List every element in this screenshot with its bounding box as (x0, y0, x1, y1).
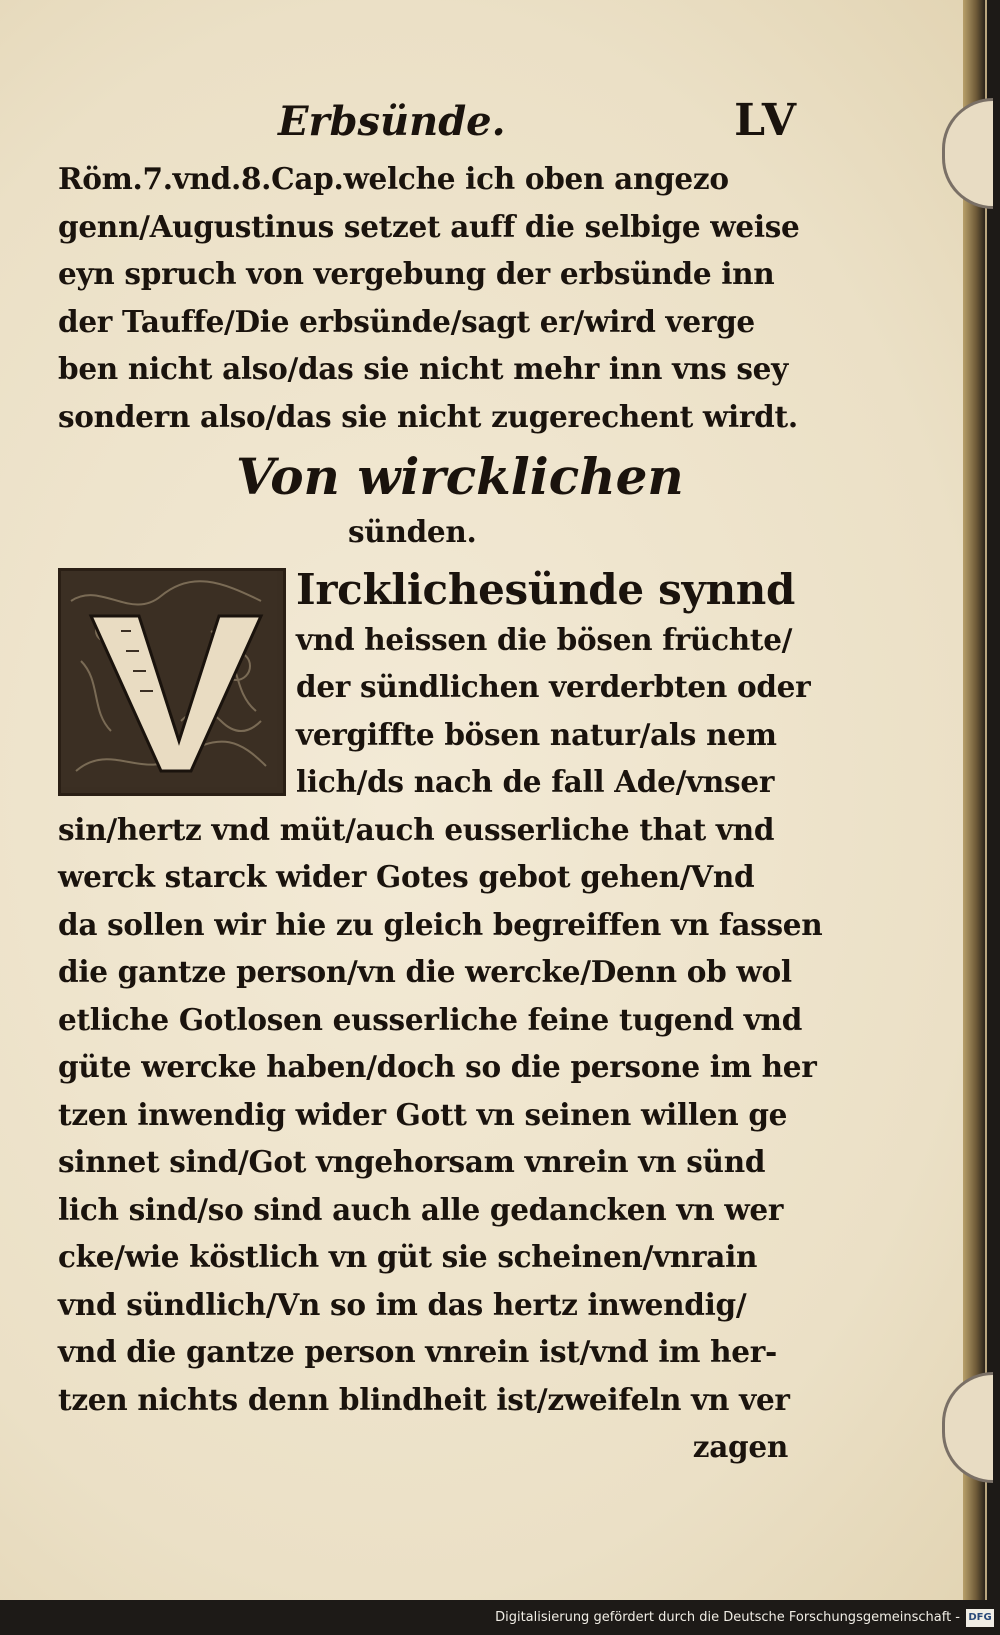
running-head: Erbsünde. (278, 98, 506, 145)
text-line: Röm.7.vnd.8.Cap.welche ich oben angezo (58, 161, 729, 196)
page-edge (963, 0, 985, 1600)
text-line: cke/wie köstlich vn güt sie scheinen/vnrain (58, 1239, 758, 1274)
text-line: eyn spruch von vergebung der erbsünde inn (58, 256, 775, 291)
text-line: güte wercke haben/doch so die persone im her (58, 1049, 817, 1084)
page-header (58, 95, 798, 155)
text-line: sin/hertz vnd müt/auch eusserliche that vnd (58, 811, 775, 847)
text-line: vergiffte bösen natur/als nem (296, 716, 777, 752)
text-line: ben nicht also/das sie nicht mehr inn vns sey (58, 351, 788, 386)
text-line: der sündlichen verderbten oder (296, 669, 811, 704)
text-line: tzen nichts denn blindheit ist/zweifeln vn ver (58, 1381, 790, 1417)
section-title: Von wircklichen (236, 447, 684, 506)
initial-side-lines (296, 564, 810, 806)
decorated-initial-icon (58, 568, 286, 796)
text-line: tzen inwendig wider Gott vn seinen willen ge (58, 1096, 788, 1132)
text-line: genn/Augustinus setzet auff die selbige weise (58, 208, 800, 244)
text-line: Ircklichesünde synnd (296, 564, 796, 614)
text-line: der Tauffe/Die erbsünde/sagt er/wird verge (58, 303, 755, 339)
dfg-logo-icon: DFG (966, 1609, 994, 1627)
text-line: lich/ds nach de fall Ade/vnser (296, 764, 775, 799)
digitization-credit: Digitalisierung gefördert durch die Deutsche Forschungsgemeinschaft - (0, 1604, 1000, 1632)
text-line: die gantze person/vn die wercke/Denn ob wol (58, 954, 792, 989)
text-line: lich sind/so sind auch alle gedancken vn wer (58, 1191, 784, 1227)
clasp-bottom-icon (942, 1372, 993, 1483)
text-line: sinnet sind/Got vngehorsam vnrein vn sünd (58, 1144, 766, 1179)
text-line: da sollen wir hie zu gleich begreiffen vn fassen (58, 906, 823, 942)
page-text (58, 95, 823, 1471)
section-subtitle: sünden. (348, 514, 477, 549)
initial-paragraph (58, 564, 811, 806)
folio-number: LV (734, 95, 798, 146)
text-line: etliche Gotlosen eusserliche feine tugend vnd (58, 1001, 803, 1037)
text-line: vnd die gantze person vnrein ist/vnd im her- (58, 1334, 777, 1369)
text-line: vnd sündlich/Vn so im das hertz inwendig/ (58, 1286, 747, 1322)
catchword: zagen (692, 1429, 788, 1464)
text-line: werck starck wider Gotes gebot gehen/Vnd (58, 859, 755, 894)
text-line: sondern also/das sie nicht zugerechent wirdt. (58, 398, 798, 434)
clasp-top-icon (942, 98, 993, 209)
text-line: vnd heissen die bösen früchte/ (296, 621, 793, 657)
